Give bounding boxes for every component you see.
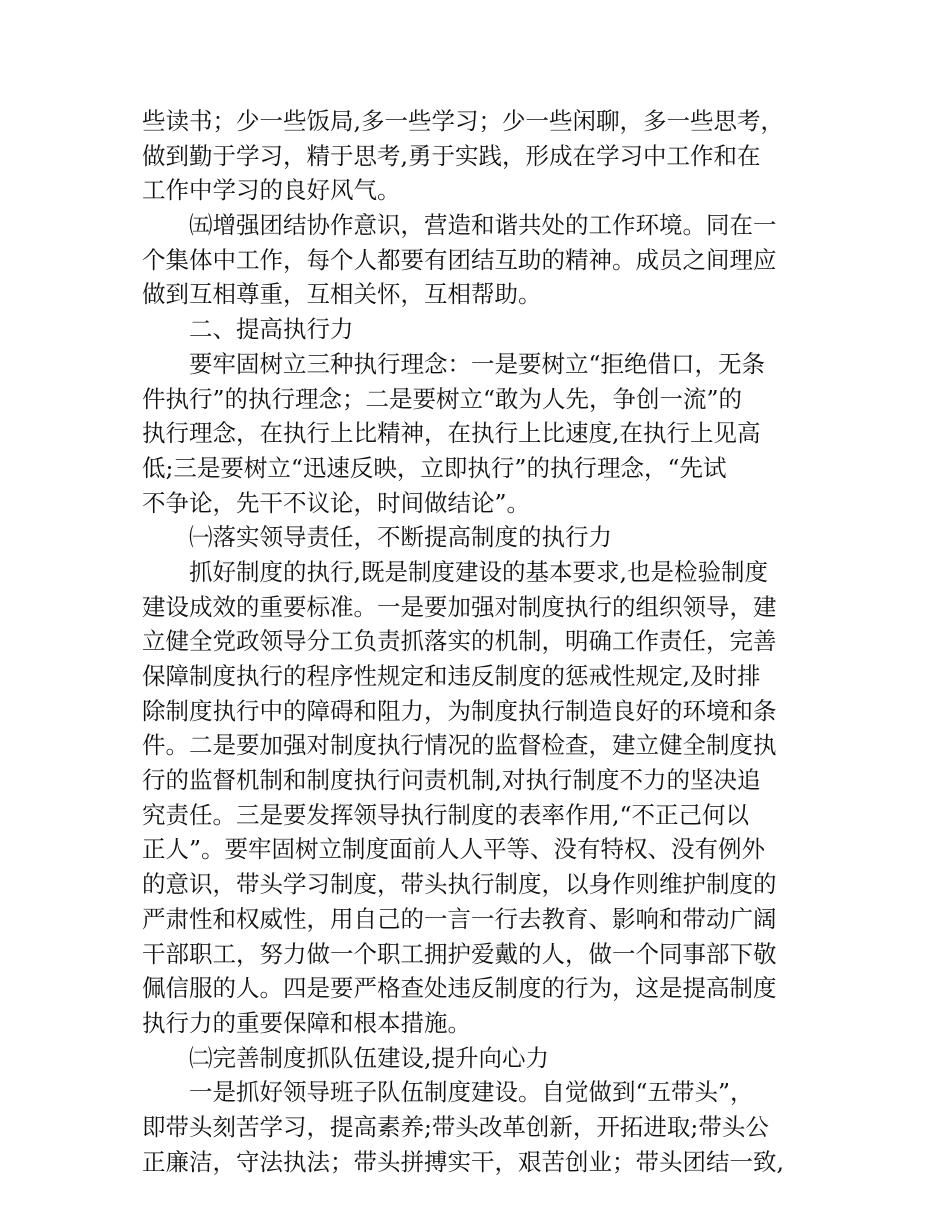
text-line: 的意识，带头学习制度，带头执行制度，以身作则维护制度的 bbox=[142, 870, 777, 899]
text-line: 即带头刻苦学习，提高素养;带头改革创新，开拓进取;带头公 bbox=[142, 1112, 769, 1141]
document-page bbox=[142, 104, 832, 1179]
text-line: 干部职工，努力做一个职工拥护爱戴的人，做一个同事部下敬 bbox=[142, 939, 777, 968]
text-line: 件执行”的执行理念；二是要树立“敢为人先，争创一流”的 bbox=[142, 384, 743, 413]
text-line: 行的监督机制和制度执行问责机制,对执行制度不力的坚决追 bbox=[142, 766, 761, 795]
text-line: 不争论，先干不议论，时间做结论”。 bbox=[142, 488, 531, 517]
text-line: 执行理念，在执行上比精神，在执行上比速度,在执行上见高 bbox=[142, 419, 761, 448]
paragraph-start-line: 二、提高执行力 bbox=[189, 315, 354, 344]
text-line: 正廉洁，守法执法；带头拼搏实干，艰苦创业；带头团结一致, bbox=[142, 1147, 784, 1176]
paragraph-start-line: 一是抓好领导班子队伍制度建设。自觉做到“五带头”， bbox=[189, 1078, 754, 1107]
paragraph-start-line: ㈤增强团结协作意识，营造和谐共处的工作环境。同在一 bbox=[189, 211, 777, 240]
text-line: 保障制度执行的程序性规定和违反制度的惩戒性规定,及时排 bbox=[142, 662, 761, 690]
paragraph-start-line: 要牢固树立三种执行理念：一是要树立“拒绝借口，无条 bbox=[189, 349, 766, 378]
text-line: 做到勤于学习，精于思考,勇于实践，形成在学习中工作和在 bbox=[142, 141, 761, 170]
text-line: 工作中学习的良好风气。 bbox=[142, 176, 401, 205]
text-line: 佩信服的人。四是要严格查处违反制度的行为，这是提高制度 bbox=[142, 974, 777, 1003]
text-line: 件。二是要加强对制度执行情况的监督检查，建立健全制度执 bbox=[142, 731, 777, 760]
text-line: 执行力的重要保障和根本措施。 bbox=[142, 1008, 471, 1037]
paragraph-start-line: ㈠落实领导责任，不断提高制度的执行力 bbox=[189, 523, 612, 552]
text-line: 个集体中工作，每个人都要有团结互助的精神。成员之间理应 bbox=[142, 245, 777, 274]
text-line: 建设成效的重要标准。一是要加强对制度执行的组织领导，建 bbox=[142, 592, 777, 621]
paragraph-start-line: 抓好制度的执行,既是制度建设的基本要求,也是检验制度 bbox=[189, 557, 768, 586]
text-line: 究责任。三是要发挥领导执行制度的表率作用,“不正己何以 bbox=[142, 800, 749, 829]
text-line: 除制度执行中的障碍和阻力，为制度执行制造良好的环境和条 bbox=[142, 696, 777, 725]
text-line: 些读书；少一些饭局,多一些学习；少一些闲聊，多一些思考， bbox=[142, 107, 784, 135]
text-line: 立健全党政领导分工负责抓落实的机制，明确工作责任，完善 bbox=[142, 627, 777, 656]
text-line: 做到互相尊重，互相关怀，互相帮助。 bbox=[142, 280, 542, 309]
text-line: 正人”。要牢固树立制度面前人人平等、没有特权、没有例外 bbox=[142, 835, 766, 864]
text-line: 严肃性和权威性，用自己的一言一行去教育、影响和带动广阔 bbox=[142, 904, 777, 933]
text-line: 低;三是要树立“迅速反映，立即执行”的执行理念，“先试 bbox=[142, 453, 727, 482]
paragraph-start-line: ㈡完善制度抓队伍建设,提升向心力 bbox=[189, 1043, 549, 1072]
